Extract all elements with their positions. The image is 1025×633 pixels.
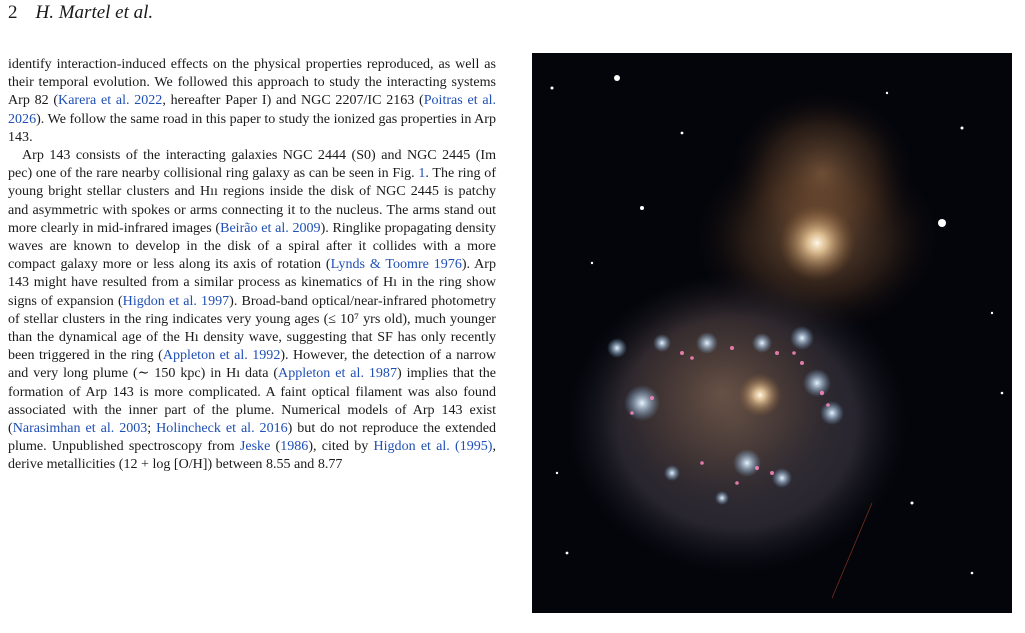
body-text: ). We follow the same road in this paper to study the ionized gas properties in Arp 143.	[8, 110, 496, 145]
citation-link[interactable]: Appleton et al. 1987	[278, 365, 397, 382]
body-text: ). However, the detection of a narrow and very long plume (∼ 150 kpc) in Hı data (	[8, 347, 496, 382]
running-head: H. Martel et al.	[35, 2, 154, 23]
body-text: , derive metallicities (12 + log [O/H]) between 8.55 and 8.77	[8, 438, 496, 473]
galaxy-image	[532, 53, 1012, 613]
ngc2445-nucleus	[738, 373, 782, 417]
body-text: ) implies that the formation of Arp 143 is more complicated. A faint optical filament was also found associated with the inner part of the plume. Numerical models of Arp 143 exist (	[8, 365, 496, 437]
page-header	[8, 2, 153, 24]
citation-link[interactable]: 1	[418, 165, 426, 182]
galaxy-figure	[532, 53, 1012, 613]
body-text: ), cited by	[308, 438, 374, 455]
citation-link[interactable]: Narasimhan et al. 2003	[12, 420, 148, 437]
citation-link[interactable]: Higdon et al. 1997	[122, 292, 230, 309]
text-column	[8, 55, 496, 474]
ngc2444-core	[779, 205, 855, 281]
body-text: ). Broad-band optical/near-infrared photometry of stellar clusters in the ring indicates very young ages (≤ 10⁷ yrs old), much younger than the dynamical age of the Hı density wave, suggesting that SF has only recently been triggered in the ring (	[8, 292, 496, 364]
page-number: 2	[8, 2, 18, 23]
citation-link[interactable]: Higdon et al. (1995)	[373, 438, 493, 455]
body-text: ;	[147, 420, 157, 437]
citation-link[interactable]: Jeske	[239, 438, 271, 455]
body-text: ) but do not reproduce the extended plume. Unpublished spectroscopy from	[8, 420, 496, 455]
citation-link[interactable]: Appleton et al. 1992	[162, 347, 281, 364]
paragraph-2	[8, 146, 496, 474]
body-text: (	[270, 438, 281, 455]
body-text: , hereafter Paper I) and NGC 2207/IC 2163 (	[162, 92, 424, 109]
body-text: ). Ringlike propagating density waves are known to develop in the disk of a spiral after it collides with a more compact galaxy more or less along its axis of rotation (	[8, 219, 496, 273]
citation-link[interactable]: Beirão et al. 2009	[220, 219, 321, 236]
body-text: . The ring of young bright stellar clusters and Hıı regions inside the disk of NGC 2445 is patchy and asymmetric with spokes or arms connecting it to the nucleus. The arms stand out more clearly in mid-infrared images (	[8, 165, 496, 236]
citation-link[interactable]: Lynds & Toomre 1976	[330, 256, 462, 273]
citation-link[interactable]: Holincheck et al. 2016	[156, 420, 288, 437]
citation-link[interactable]: Poitras et al. 2026	[8, 92, 496, 127]
citation-link[interactable]: Karera et al. 2022	[58, 92, 163, 109]
body-text: Arp 143 consists of the interacting galaxies NGC 2444 (S0) and NGC 2445 (Im pec) one of the rare nearby collisional ring galaxy as can be seen in Fig.	[8, 147, 496, 182]
body-text: identify interaction-induced effects on the physical properties reproduced, as well as their temporal evolution. We followed this approach to study the interacting systems Arp 82 (	[8, 56, 496, 109]
paragraph-1	[8, 55, 496, 146]
body-text: ). Arp 143 might have resulted from a similar process as kinematics of Hı in the ring show signs of expansion (	[8, 256, 496, 309]
citation-link[interactable]: 1986	[280, 438, 309, 455]
